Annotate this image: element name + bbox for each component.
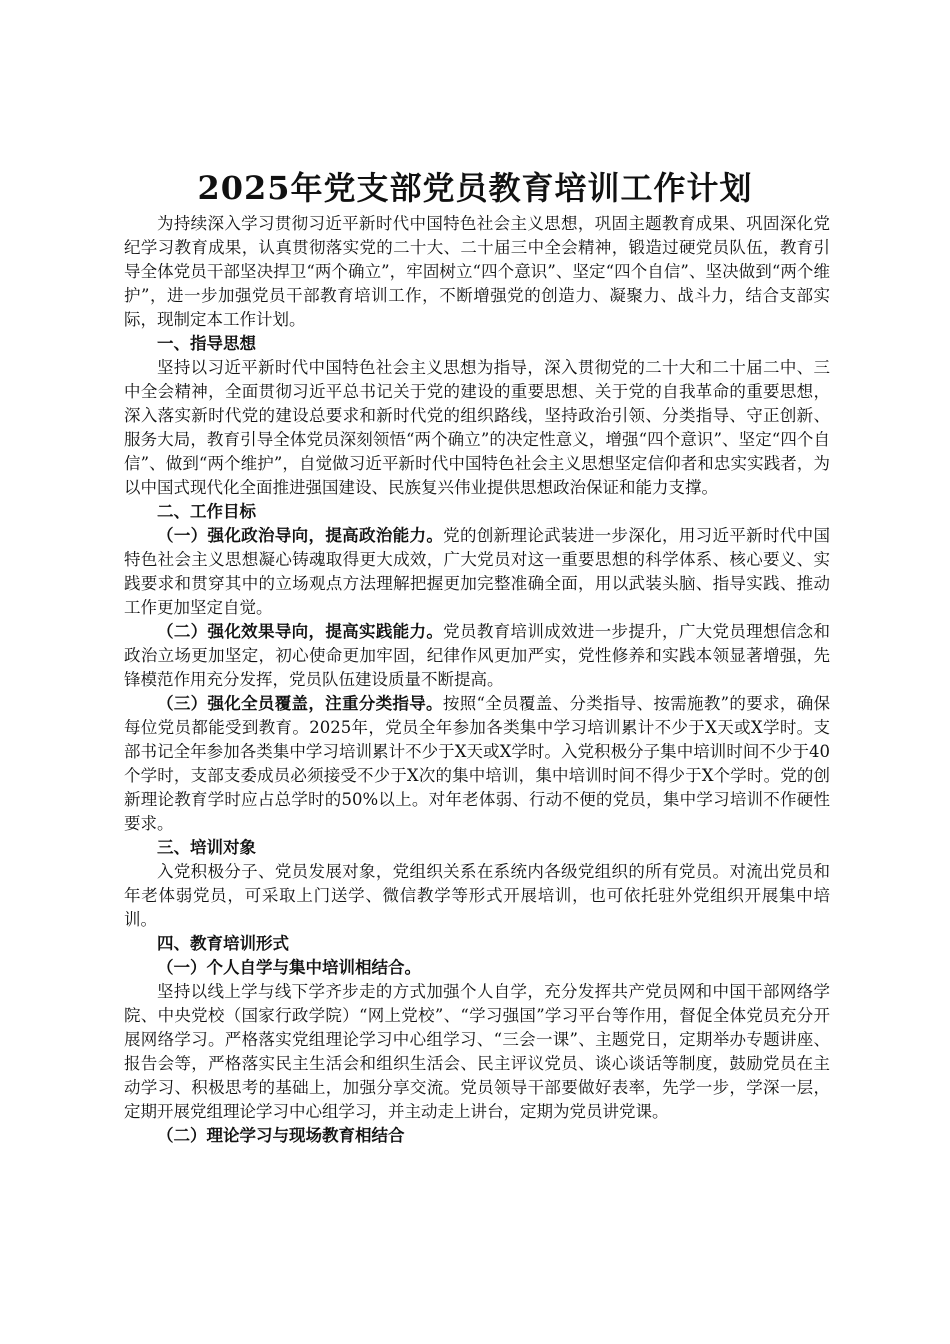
goal-paragraph-3 [124,692,830,836]
section-heading-training-forms: 四、教育培训形式 [157,934,289,953]
document-body [124,212,830,1148]
goal-1-text: 党的创新理论武装进一步深化，用习近平新时代中国特色社会主义思想凝心铸魂取得更大成效，广大党员对这一重要思想的科学体系、核心要义、实践要求和贯穿其中的立场观点方法理解把握更加完整准确全面，用以武装头脑、指导实践、推动工作更加坚定自觉。 [124,526,831,617]
guiding-ideology-paragraph: 坚持以习近平新时代中国特色社会主义思想为指导，深入贯彻党的二十大和二十届二中、三中全会精神，全面贯彻习近平总书记关于党的建设的重要思想、关于党的自我革命的重要思想，深入落实新时代党的建设总要求和新时代党的组织路线，坚持政治引领、分类指导、守正创新、服务大局，教育引导全体党员深刻领悟“两个确立”的决定性意义，增强“四个意识”、坚定“四个自信”、做到“两个维护”，自觉做习近平新时代中国特色社会主义思想坚定信仰者和忠实实践者，为以中国式现代化全面推进强国建设、民族复兴伟业提供思想政治保证和能力支撑。 [124,358,830,497]
goal-paragraph-1 [124,524,830,620]
goal-2-text: 党员教育培训成效进一步提升，广大党员理想信念和政治立场更加坚定，初心使命更加牢固，纪律作风更加严实，党性修养和实践本领显著增强，先锋模范作用充分发挥，党员队伍建设质量不断提高。 [124,622,831,689]
goal-2-lead: （二）强化效果导向，提高实践能力。 [157,622,444,641]
goal-3-lead: （三）强化全员覆盖，注重分类指导。 [157,694,443,713]
section-heading-work-goals: 二、工作目标 [157,502,256,521]
goal-1-lead: （一）强化政治导向，提高政治能力。 [157,526,444,545]
section-heading-training-targets: 三、培训对象 [157,838,256,857]
subsection-heading-self-study: （一）个人自学与集中培训相结合。 [157,958,421,977]
training-targets-paragraph: 入党积极分子、党员发展对象，党组织关系在系统内各级党组织的所有党员。对流出党员和年老体弱党员，可采取上门送学、微信教学等形式开展培训，也可依托驻外党组织开展集中培训。 [124,862,830,929]
subsection-heading-field-education: （二）理论学习与现场教育相结合 [157,1126,405,1145]
intro-paragraph: 为持续深入学习贯彻习近平新时代中国特色社会主义思想，巩固主题教育成果、巩固深化党纪学习教育成果，认真贯彻落实党的二十大、二十届三中全会精神，锻造过硬党员队伍，教育引导全体党员干部坚决捍卫“两个确立”，牢固树立“四个意识”、坚定“四个自信”、坚决做到“两个维护”，进一步加强党员干部教育培训工作，不断增强党的创造力、凝聚力、战斗力，结合支部实际，现制定本工作计划。 [124,214,830,329]
self-study-paragraph: 坚持以线上学与线下学齐步走的方式加强个人自学，充分发挥共产党员网和中国干部网络学院、中央党校（国家行政学院）“网上党校”、“学习强国”学习平台等作用，督促全体党员充分开展网络学习。严格落实党组理论学习中心组学习、“三会一课”、主题党日，定期举办专题讲座、报告会等，严格落实民主生活会和组织生活会、民主评议党员、谈心谈话等制度，鼓励党员在主动学习、积极思考的基础上，加强分享交流。党员领导干部要做好表率，先学一步，学深一层，定期开展党组理论学习中心组学习，并主动走上讲台，定期为党员讲党课。 [124,982,830,1121]
document-title: 2025年党支部党员教育培训工作计划 [197,169,753,207]
goal-3-text: 按照“全员覆盖、分类指导、按需施教”的要求，确保每位党员都能受到教育。2025年，党员全年参加各类集中学习培训累计不少于X天或X学时。支部书记全年参加各类集中学习培训累计不少于X天或X学时。入党积极分子集中培训时间不少于40个学时，支部支委成员必须接受不少于X次的集中培训，集中培训时间不得少于X个学时。党的创新理论教育学时应占总学时的50%以上。对年老体弱、行动不便的党员，集中学习培训不作硬性要求。 [124,694,831,833]
goal-paragraph-2 [124,620,830,692]
section-heading-guiding-ideology: 一、指导思想 [157,334,256,353]
